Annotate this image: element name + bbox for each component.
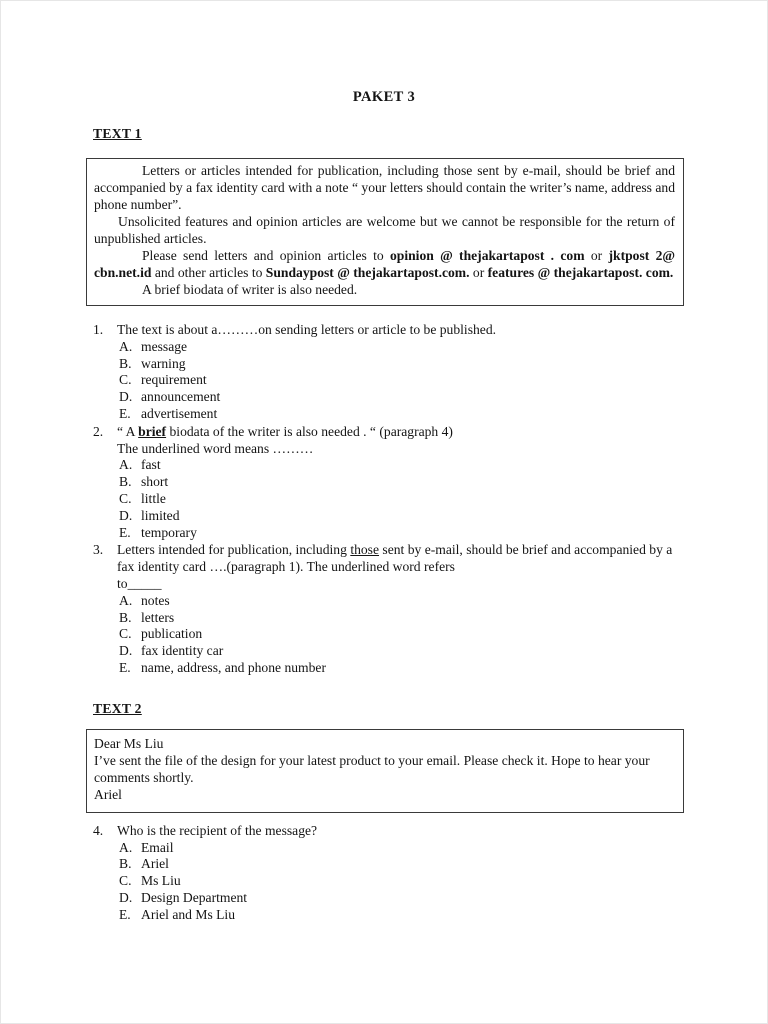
message-signature: Ariel [94, 786, 122, 802]
option-letter: A. [119, 457, 133, 473]
question-3-option-d [117, 643, 684, 660]
option-letter: A. [119, 592, 133, 608]
question-1-option-a [117, 339, 684, 356]
text1-heading [93, 126, 767, 142]
option-text: limited [141, 507, 180, 523]
question-1-option-d [117, 389, 684, 406]
text2-message-box [86, 729, 684, 813]
question-2-stem-line2: The underlined word means ……… [117, 440, 314, 456]
option-letter: C. [119, 372, 132, 388]
passage-p3-text-2: or [584, 248, 609, 263]
message-salutation: Dear Ms Liu [94, 735, 164, 751]
option-text: message [141, 338, 188, 354]
passage-p3-text-4: or [469, 265, 488, 280]
option-text: notes [141, 592, 170, 608]
question-3-option-a [117, 593, 684, 610]
option-letter: D. [119, 643, 133, 659]
question-1-option-b [117, 356, 684, 373]
question-3-stem-tail: to_____ [117, 575, 162, 591]
option-text: letters [141, 609, 175, 625]
option-text: Ariel and Ms Liu [141, 906, 236, 922]
question-1-option-c [117, 372, 684, 389]
question-2-number: 2. [93, 423, 104, 439]
question-2-stem [117, 424, 684, 441]
question-2-option-e [117, 525, 684, 542]
text2-heading [93, 701, 767, 717]
question-list [93, 322, 684, 677]
question-4-option-c [117, 873, 684, 890]
option-letter: E. [119, 405, 131, 421]
option-letter: B. [119, 355, 132, 371]
passage-p3-text-3: and other articles to [151, 265, 266, 280]
option-letter: C. [119, 873, 132, 889]
option-text: Design Department [141, 889, 248, 905]
question-2-stem-text-2: biodata of the writer is also needed . “ (paragraph 4) [166, 423, 453, 439]
option-text: short [141, 474, 169, 490]
option-letter: D. [119, 889, 133, 905]
question-4-number: 4. [93, 822, 104, 838]
email-features: features @ thejakartapost. com. [487, 265, 674, 280]
option-letter: D. [119, 507, 133, 523]
question-list-2 [93, 823, 684, 924]
option-text: Ms Liu [141, 873, 181, 889]
question-2-option-a [117, 457, 684, 474]
question-3 [93, 542, 684, 676]
option-text: warning [141, 355, 186, 371]
option-letter: E. [119, 659, 131, 675]
page-title: PAKET 3 [352, 89, 416, 105]
text2-heading-label: TEXT 2 [93, 700, 142, 716]
option-letter: C. [119, 626, 132, 642]
option-letter: E. [119, 906, 131, 922]
question-1-option-e [117, 406, 684, 423]
message-body: I’ve sent the file of the design for your latest product to your email. Please check it. Hope to hear your comments shortly. [94, 752, 650, 785]
option-text: name, address, and phone number [141, 659, 326, 675]
passage-paragraph-3 [94, 247, 675, 281]
option-text: little [141, 490, 166, 506]
passage-paragraph-1: Letters or articles intended for publication, including those sent by e-mail, should be brief and accompanied by a fax identity card with a note “ your letters should contain the writer’s name, address and phone number”. [94, 163, 675, 212]
question-1-stem: The text is about a………on sending letters or article to be published. [117, 322, 497, 337]
option-text: Email [141, 839, 174, 855]
question-4-option-e [117, 907, 684, 924]
option-letter: B. [119, 609, 132, 625]
text1-heading-label: TEXT 1 [93, 126, 142, 141]
question-4-option-d [117, 890, 684, 907]
option-letter: B. [119, 856, 132, 872]
option-text: temporary [141, 524, 197, 540]
email-opinion: opinion @ thejakartapost . com [389, 248, 585, 263]
question-2-stem-keyword: brief [138, 423, 167, 439]
question-3-stem-text-1: Letters intended for publication, including [117, 542, 351, 558]
question-4-option-a [117, 840, 684, 857]
passage-paragraph-4: A brief biodata of writer is also needed. [142, 282, 358, 297]
option-text: fast [141, 457, 161, 473]
question-2-option-c [117, 491, 684, 508]
option-letter: C. [119, 490, 132, 506]
question-3-option-e [117, 660, 684, 677]
email-jktpost: jktpost 2@ cbn.net.id [94, 248, 676, 280]
passage-paragraph-2: Unsolicited features and opinion articles are welcome but we cannot be responsible for the return of unpublished articles. [94, 214, 675, 246]
email-sundaypost: Sundaypost @ thejakartapost.com. [265, 265, 470, 280]
option-text: advertisement [141, 405, 218, 421]
question-3-stem-text-2: sent by e-mail, should be brief and accompanied by a fax identity card ….(paragraph 1). The underlined word refers [117, 542, 673, 575]
option-letter: E. [119, 524, 131, 540]
question-1 [93, 322, 684, 423]
option-letter: A. [119, 839, 133, 855]
option-letter: A. [119, 338, 133, 354]
question-1-number: 1. [93, 322, 104, 337]
question-3-option-c [117, 626, 684, 643]
question-2 [93, 424, 684, 542]
option-letter: B. [119, 474, 132, 490]
option-text: announcement [141, 389, 221, 405]
question-3-option-b [117, 610, 684, 627]
question-3-number: 3. [93, 542, 104, 558]
question-3-stem-keyword: those [350, 542, 380, 558]
option-text: requirement [141, 372, 207, 388]
question-4-stem: Who is the recipient of the message? [117, 822, 318, 838]
question-2-option-b [117, 474, 684, 491]
option-text: Ariel [141, 856, 169, 872]
option-text: fax identity car [141, 643, 224, 659]
question-4 [93, 823, 684, 924]
question-2-stem-text-1: “ A [117, 423, 139, 439]
question-4-option-b [117, 856, 684, 873]
question-2-option-d [117, 508, 684, 525]
option-text: publication [141, 626, 203, 642]
text1-passage-box [86, 158, 684, 306]
passage-p3-text-1: Please send letters and opinion articles to [142, 248, 390, 263]
question-3-stem [117, 542, 684, 592]
option-letter: D. [119, 389, 133, 405]
